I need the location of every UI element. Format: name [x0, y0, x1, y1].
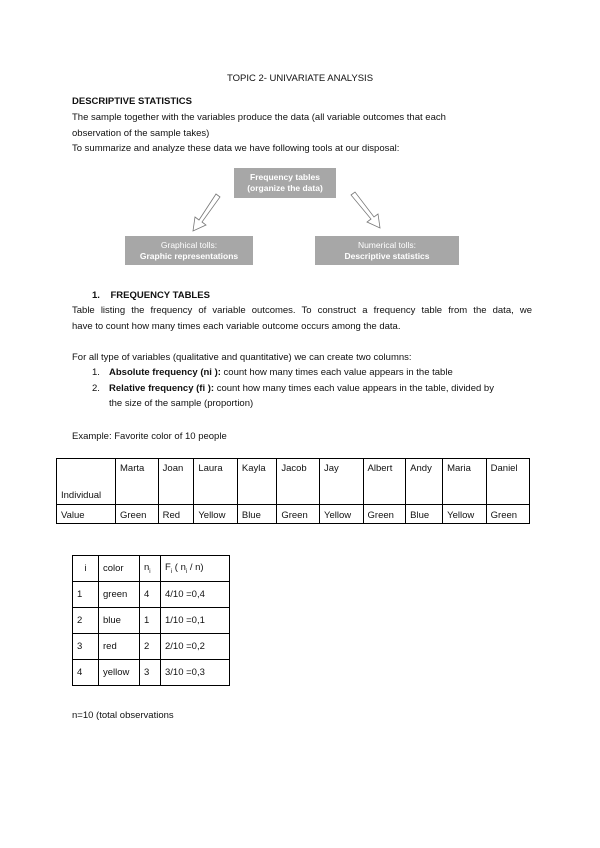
table-cell: Green	[116, 505, 159, 524]
table-cell: Yellow	[194, 505, 238, 524]
table-cell: 2	[73, 608, 99, 634]
header-n: n	[144, 562, 150, 574]
table-cell: 3/10 =0,3	[161, 660, 230, 686]
table-cell: Joan	[158, 459, 194, 505]
diagram-arrows	[185, 190, 425, 240]
table-header-row	[73, 556, 230, 582]
table-cell: 1	[73, 582, 99, 608]
table-cell: Kayla	[237, 459, 276, 505]
intro-line: observation of the sample takes)	[72, 127, 210, 139]
diagram-box-title: Graphical tolls:	[160, 239, 218, 250]
table-cell: green	[99, 582, 140, 608]
table-cell: 1/10 =0,1	[161, 608, 230, 634]
diagram-box-graphical-tools	[125, 236, 253, 265]
table-cell: 3	[140, 660, 161, 686]
table-cell-label: Individual	[57, 459, 116, 505]
arrow-right-icon	[351, 192, 380, 228]
table-cell: Yellow	[443, 505, 487, 524]
list-item-text: count how many times each value appears in the table, divided by	[214, 382, 494, 394]
table-cell: Daniel	[486, 459, 529, 505]
list-item-term: Relative frequency (fi ):	[109, 382, 215, 394]
table-cell: Marta	[116, 459, 159, 505]
table-cell: 2	[140, 634, 161, 660]
diagram-box-subtitle: Graphic representations	[139, 250, 239, 261]
diagram-box-subtitle: (organize the data)	[247, 183, 323, 193]
header-n-subscript: i	[149, 568, 151, 575]
header-f-subscript: i	[170, 568, 173, 575]
table-cell: Jacob	[277, 459, 320, 505]
list-item-text: count how many times each value appears in the table	[220, 367, 453, 378]
table-cell: Red	[158, 505, 194, 524]
table-cell: Green	[363, 505, 406, 524]
table-cell: Green	[486, 505, 529, 524]
table-cell: blue	[99, 608, 140, 634]
table-cell: 3	[73, 634, 99, 660]
table-cell: Laura	[194, 459, 238, 505]
freq-heading	[92, 290, 210, 301]
frequency-table	[72, 555, 230, 686]
table-cell: Maria	[443, 459, 487, 505]
table-cell: 2/10 =0,2	[161, 634, 230, 660]
list-item-continuation: the size of the sample (proportion)	[109, 398, 254, 409]
freq-heading-number: 1.	[92, 290, 100, 301]
table-cell: Yellow	[319, 505, 363, 524]
table-header-cell: i	[73, 556, 99, 582]
table-header-cell: color	[99, 556, 140, 582]
table-row	[57, 505, 530, 524]
freq-paragraph-line: Table listing the frequency of variable outcomes. To construct a frequency table from the data, we	[72, 305, 532, 316]
header-f-formula: ( n	[172, 562, 186, 574]
individuals-table	[56, 458, 530, 524]
header-f-formula-subscript: i	[185, 568, 188, 575]
list-item	[92, 365, 532, 381]
table-cell: 4	[140, 582, 161, 608]
table-cell-label: Value	[57, 505, 116, 524]
table-row	[73, 660, 230, 686]
section-heading: DESCRIPTIVE STATISTICS	[72, 96, 192, 107]
intro-paragraph	[72, 110, 532, 157]
table-cell: Blue	[237, 505, 276, 524]
example-caption: Example: Favorite color of 10 people	[72, 431, 227, 442]
table-cell: Green	[277, 505, 320, 524]
table-cell: red	[99, 634, 140, 660]
table-row	[73, 634, 230, 660]
diagram-box-title: Numerical tolls:	[357, 239, 417, 250]
list-item-number: 2.	[92, 382, 100, 394]
intro-line: To summarize and analyze these data we have following tools at our disposal:	[72, 143, 400, 154]
table-cell: Blue	[406, 505, 443, 524]
header-f: F	[165, 562, 171, 574]
intro-line: The sample together with the variables produce the data (all variable outcomes that each	[72, 112, 446, 123]
table-cell: Jay	[319, 459, 363, 505]
table-cell: Albert	[363, 459, 406, 505]
diagram-box-numerical-tools	[315, 236, 459, 265]
table-cell: Andy	[406, 459, 443, 505]
header-f-formula-end: / n)	[187, 562, 204, 574]
table-row	[73, 608, 230, 634]
freq-types-line: For all type of variables (qualitative and quantitative) we can create two columns:	[72, 352, 412, 363]
table-cell: 4	[73, 660, 99, 686]
table-row	[73, 582, 230, 608]
freq-list	[92, 365, 532, 412]
freq-paragraph-line: have to count how many times each variable outcome occurs among the data.	[72, 320, 401, 332]
diagram-box-subtitle: Descriptive statistics	[344, 250, 430, 261]
freq-heading-text: FREQUENCY TABLES	[110, 290, 210, 301]
table-cell: yellow	[99, 660, 140, 686]
arrow-left-icon	[193, 194, 220, 231]
table-cell: 4/10 =0,4	[161, 582, 230, 608]
diagram-box-title: Frequency tables	[250, 172, 320, 182]
table-header-cell	[140, 556, 161, 582]
list-item-number: 1.	[92, 367, 100, 378]
table-header-cell	[161, 556, 230, 582]
table-cell: 1	[140, 608, 161, 634]
total-observations-note: n=10 (total observations	[72, 710, 174, 721]
table-row	[57, 459, 530, 505]
list-item	[92, 381, 532, 397]
page-title: TOPIC 2- UNIVARIATE ANALYSIS	[226, 73, 374, 84]
freq-paragraph	[72, 303, 532, 334]
list-item-term: Absolute frequency (ni ):	[109, 367, 221, 378]
